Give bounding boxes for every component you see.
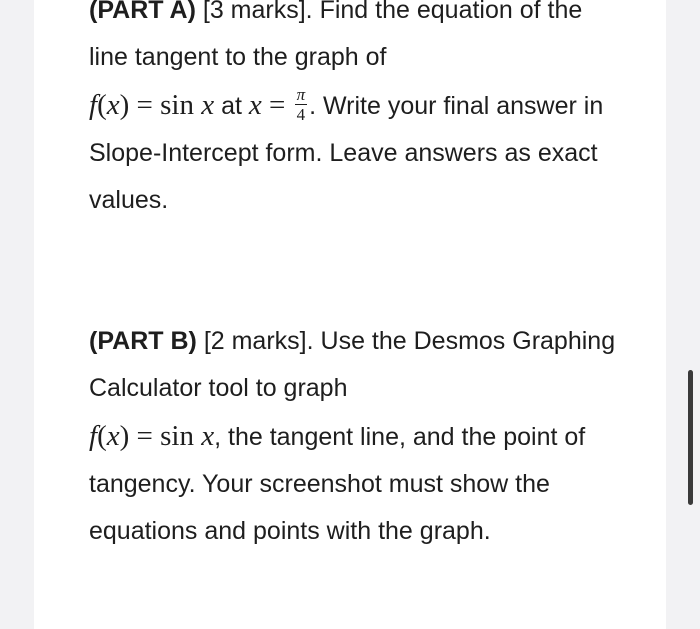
scrollbar[interactable] [688,370,693,505]
pi-over-4-fraction: $\frac{\pi}{4}$ [296,85,306,125]
part-b-text-1: Use the Desmos Graphing Calculator tool to graph [89,327,616,403]
part-b-function: f(x) = sin x [89,419,215,452]
question-card [34,0,666,629]
part-a-text-2: . Write your final answer in Slope-Intercept form. Leave answers as exact values. [89,91,604,215]
part-b-marks: [2 marks]. [203,327,314,355]
part-a-paragraph [89,0,619,224]
part-a-marks: [3 marks]. [202,0,313,24]
part-a-heading: (PART A) [89,0,196,24]
part-b-heading: (PART B) [89,327,197,355]
part-a-text-1: Find the equation of the line tangent to the graph of [89,0,583,72]
part-a-text-at: at [221,91,242,120]
part-a-point: x = $\frac{\pi}{4}$ [248,85,306,125]
part-b-paragraph [89,318,619,555]
part-a-function: f(x) = sin x [89,88,215,121]
part-b-text-2: , the tangent line, and the point of tangency. Your screenshot must show the equations and points with the graph. [89,422,586,546]
